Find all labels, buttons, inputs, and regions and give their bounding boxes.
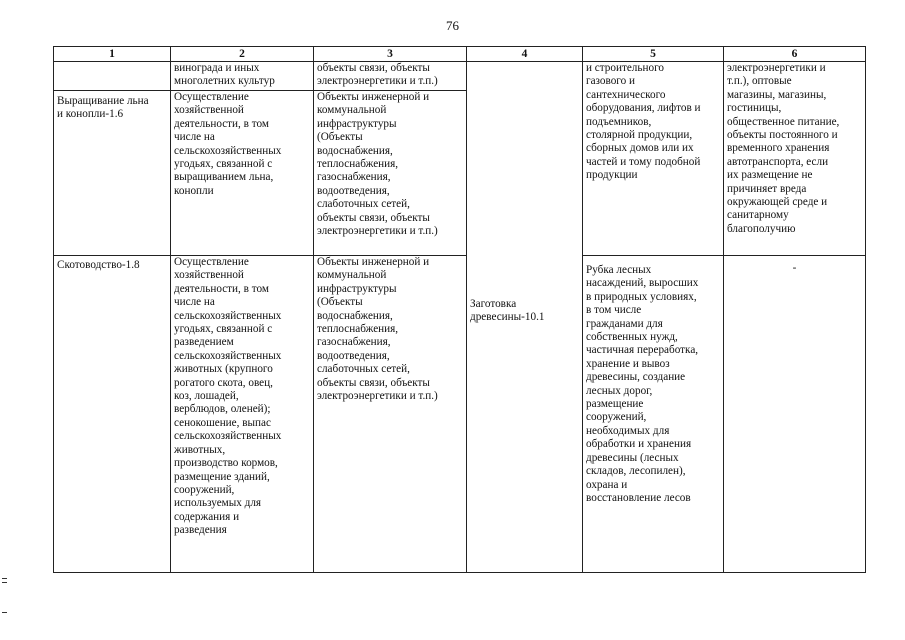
cell-flax-col3 <box>314 91 467 256</box>
cell-text: Осуществление хозяйственной деятельности, в том числе на сельскохозяйственных угодьях, связанной с разведением сельскохозяйственных животных (крупного рогатого скота, овец, коз, лошадей, верблюдов, оленей); сенокошение, выпас сельскохозяйственных животных, производство кормов, размещение зданий, сооружений, используемых для содержания и разведения <box>174 256 282 537</box>
column-header-1: 1 <box>54 47 171 62</box>
cell-text: и строительного газового и сантехнического оборудования, лифтов и подъемников, столярной продукции, сборных домов или их частей и тому подобной продукции <box>586 62 701 182</box>
cell-text: Выращивание льна и конопли-1.6 <box>57 95 149 121</box>
page-number: 76 <box>446 18 459 33</box>
cell-col5-upper <box>583 62 724 256</box>
cell-top-col2 <box>171 62 314 91</box>
cell-top-col1 <box>54 62 171 91</box>
cell-text: Осуществление хозяйственной деятельности, в том числе на сельскохозяйственных угодьях, связанной с выращиванием льна, конопли <box>174 91 282 197</box>
column-header-6: 6 <box>724 47 866 62</box>
cell-cattle-col2 <box>171 256 314 573</box>
column-header-4: 4 <box>467 47 583 62</box>
cell-text: - <box>792 262 797 274</box>
cell-flax-col1 <box>54 91 171 256</box>
cell-text: Объекты инженерной и коммунальной инфраструктуры (Объекты водоснабжения, теплоснабжения, газоснабжения, водоотведения, слаботочных сетей, объекты связи, объекты электроэнергетики и т.п.) <box>317 91 438 238</box>
cell-cattle-col1 <box>54 256 171 573</box>
scan-artifact-mark <box>2 612 7 613</box>
cell-cattle-col6 <box>724 256 866 573</box>
column-header-2: 2 <box>171 47 314 62</box>
land-use-table <box>53 46 866 573</box>
table-row-cattle <box>54 256 866 573</box>
cell-col4-merged <box>467 62 583 573</box>
cell-text: электроэнергетики и т.п.), оптовые магазины, магазины, гостиницы, общественное питание, объекты постоянного и временного хранения автотранспорта, если их размещение не причиняет вреда окружающей среде и санитарному благополучию <box>727 62 840 235</box>
cell-text: Заготовка древесины-10.1 <box>470 298 545 324</box>
cell-col6-upper <box>724 62 866 256</box>
scan-artifact-mark <box>2 582 7 583</box>
cell-text: Скотоводство-1.8 <box>57 259 140 271</box>
cell-text: Объекты инженерной и коммунальной инфраструктуры (Объекты водоснабжения, теплоснабжения, газоснабжения, водоотведения, слаботочных сетей, объекты связи, объекты электроэнергетики и т.п.) <box>317 256 438 403</box>
column-header-5: 5 <box>583 47 724 62</box>
scan-artifact-mark <box>2 578 7 579</box>
table-header-row <box>54 47 866 62</box>
column-header-3: 3 <box>314 47 467 62</box>
cell-text: винограда и иных многолетних культур <box>174 62 275 88</box>
table-row-continuation <box>54 62 866 91</box>
cell-flax-col2 <box>171 91 314 256</box>
cell-top-col3 <box>314 62 467 91</box>
cell-cattle-col3 <box>314 256 467 573</box>
cell-text: объекты связи, объекты электроэнергетики и т.п.) <box>317 62 438 88</box>
cell-cattle-col5 <box>583 256 724 573</box>
cell-text: Рубка лесных насаждений, выросших в природных условиях, в том числе гражданами для собственных нужд, частичная переработка, хранение и вывоз древесины, создание лесных дорог, размещение сооружений, необходимых для обработки и хранения древесины (лесных складов, лесопилен), охрана и восстановление лесов <box>586 264 699 504</box>
